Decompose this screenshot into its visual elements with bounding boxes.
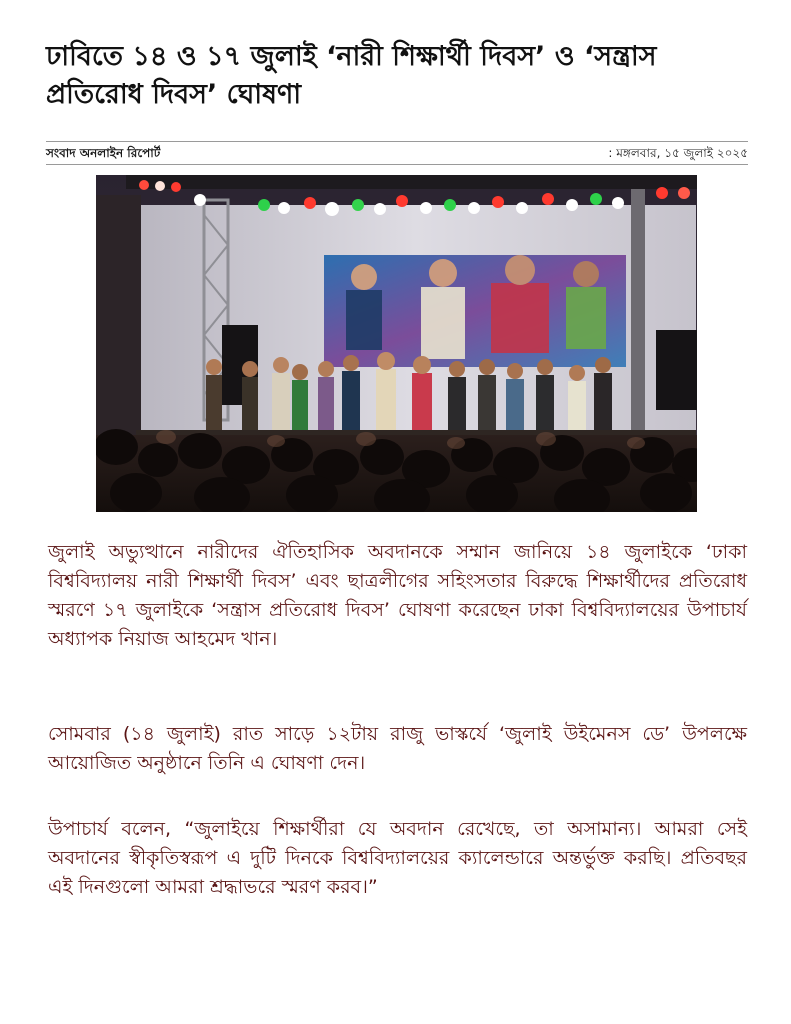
publish-date: : মঙ্গলবার, ১৫ জুলাই ২০২৫	[608, 146, 748, 160]
byline-bar	[46, 141, 748, 165]
article-paragraph-1: জুলাই অভ্যুত্থানে নারীদের ঐতিহাসিক অবদানকে সম্মান জানিয়ে ১৪ জুলাইকে ‘ঢাকা বিশ্ববিদ্যালয় নারী শিক্ষার্থী দিবস’ এবং ছাত্রলীগের সহিংসতার বিরুদ্ধে শিক্ষার্থীদের প্রতিরোধ স্মরণে ১৭ জুলাইকে ‘সন্ত্রাস প্রতিরোধ দিবস’ ঘোষণা করেছেন ঢাকা বিশ্ববিদ্যালয়ের উপাচার্য অধ্যাপক নিয়াজ আহমেদ খান।	[48, 541, 747, 650]
article-headline: ঢাবিতে ১৪ ও ১৭ জুলাই ‘নারী শিক্ষার্থী দিবস’ ও ‘সন্ত্রাস প্রতিরোধ দিবস’ ঘোষণা	[46, 41, 657, 110]
concert-stage-image	[96, 175, 697, 512]
byline-author: সংবাদ অনলাইন রিপোর্ট	[46, 146, 161, 160]
article-paragraph-3: উপাচার্য বলেন, “জুলাইয়ে শিক্ষার্থীরা যে অবদান রেখেছে, তা অসামান্য। আমরা সেই অবদানের স্বীকৃতিস্বরূপ এ দুটি দিনকে বিশ্ববিদ্যালয়ের ক্যালেন্ডারে অন্তর্ভুক্ত করছি। প্রতিবছর এই দিনগুলো আমরা শ্রদ্ধাভরে স্মরণ করব।”	[48, 818, 747, 898]
article-photo	[96, 175, 697, 512]
article-paragraph-2: সোমবার (১৪ জুলাই) রাত সাড়ে ১২টায় রাজু ভাস্কর্যে ‘জুলাই উইমেনস ডে’ উপলক্ষে আয়োজিত অনুষ্ঠানে তিনি এ ঘোষণা দেন।	[48, 723, 747, 774]
